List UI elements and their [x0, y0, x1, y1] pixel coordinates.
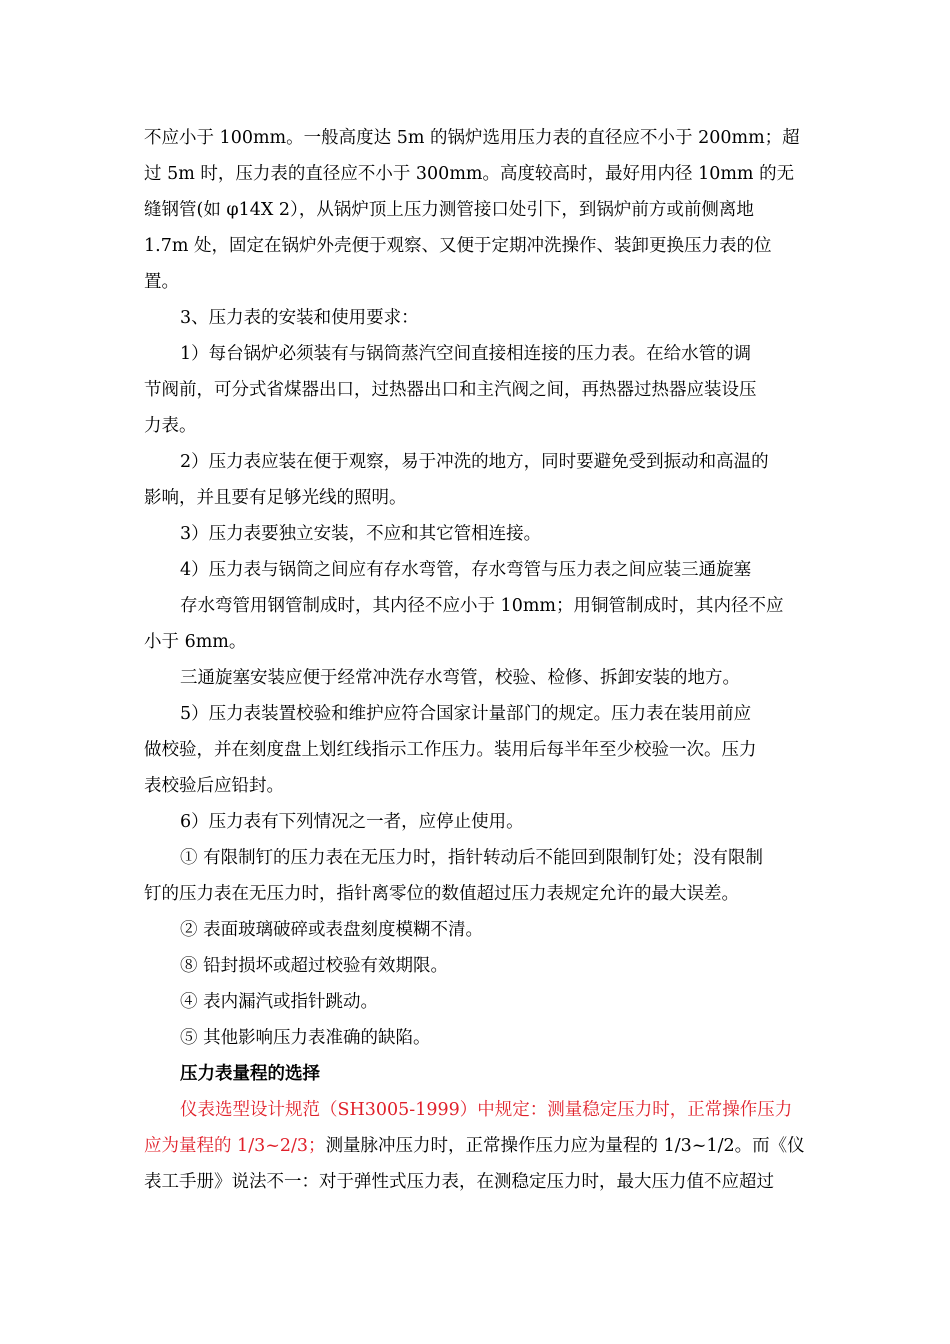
paragraph-line: 表工手册》说法不一：对于弹性式压力表，在测稳定压力时，最大压力值不应超过: [144, 1172, 774, 1192]
sub-item-line: ④ 表内漏汽或指针跳动。: [180, 992, 379, 1012]
list-item-1-line: 1）每台锅炉必须装有与锅筒蒸汽空间直接相连接的压力表。在给水管的调: [180, 344, 752, 364]
paragraph-line: 缝钢管(如 φ14X 2），从锅炉顶上压力测管接口处引下，到锅炉前方或前侧离地: [144, 200, 754, 220]
list-item-2-line: 2）压力表应装在便于观察，易于冲洗的地方，同时要避免受到振动和高温的: [180, 452, 769, 472]
section-heading: 压力表量程的选择: [180, 1064, 320, 1084]
paragraph-text: 测量脉冲压力时，正常操作压力应为量程的 1/3~1/2。而《仪: [325, 1136, 805, 1156]
list-item-6-line: 6）压力表有下列情况之一者，应停止使用。: [180, 812, 524, 832]
list-item-1-line: 节阀前，可分式省煤器出口，过热器出口和主汽阀之间，再热器过热器应装设压: [144, 380, 757, 400]
paragraph-line: 不应小于 100mm。一般高度达 5m 的锅炉选用压力表的直径应不小于 200mm；超: [144, 128, 800, 148]
highlighted-line: 仪表选型设计规范（SH3005-1999）中规定：测量稳定压力时，正常操作压力: [180, 1100, 793, 1120]
list-item-4-line: 4）压力表与锅筒之间应有存水弯管，存水弯管与压力表之间应装三通旋塞: [180, 560, 752, 580]
list-item-5-line: 表校验后应铅封。: [144, 776, 284, 796]
sub-item-line: ⑧ 铅封损坏或超过校验有效期限。: [180, 956, 449, 976]
paragraph-line: 1.7m 处，固定在锅炉外壳便于观察、又便于定期冲洗操作、装卸更换压力表的位: [144, 236, 772, 256]
paragraph-line: 置。: [144, 272, 179, 292]
list-item-2-line: 影响，并且要有足够光线的照明。: [144, 488, 407, 508]
list-item-4-line: 存水弯管用钢管制成时，其内径不应小于 10mm；用铜管制成时，其内径不应: [180, 596, 784, 616]
list-item-5-line: 5）压力表装置校验和维护应符合国家计量部门的规定。压力表在装用前应: [180, 704, 752, 724]
sub-item-line: 钉的压力表在无压力时，指针离零位的数值超过压力表规定允许的最大误差。: [144, 884, 739, 904]
sub-item-line: ① 有限制钉的压力表在无压力时，指针转动后不能回到限制钉处；没有限制: [180, 848, 764, 868]
list-item-5-line: 做校验，并在刻度盘上划红线指示工作压力。装用后每半年至少校验一次。压力: [144, 740, 757, 760]
sub-item-line: ② 表面玻璃破碎或表盘刻度模糊不清。: [180, 920, 484, 940]
paragraph-line: 三通旋塞安装应便于经常冲洗存水弯管，校验、检修、拆卸安装的地方。: [180, 668, 740, 688]
subsection-title: 3、压力表的安装和使用要求：: [180, 308, 419, 328]
highlighted-text: 应为量程的 1/3~2/3；: [144, 1136, 326, 1156]
mixed-line: [144, 1134, 824, 1158]
paragraph-line: 过 5m 时，压力表的直径应不小于 300mm。高度较高时，最好用内径 10mm 的无: [144, 164, 795, 184]
list-item-3-line: 3）压力表要独立安装，不应和其它管相连接。: [180, 524, 542, 544]
sub-item-line: ⑤ 其他影响压力表准确的缺陷。: [180, 1028, 431, 1048]
list-item-1-line: 力表。: [144, 416, 197, 436]
list-item-4-line: 小于 6mm。: [144, 632, 247, 652]
